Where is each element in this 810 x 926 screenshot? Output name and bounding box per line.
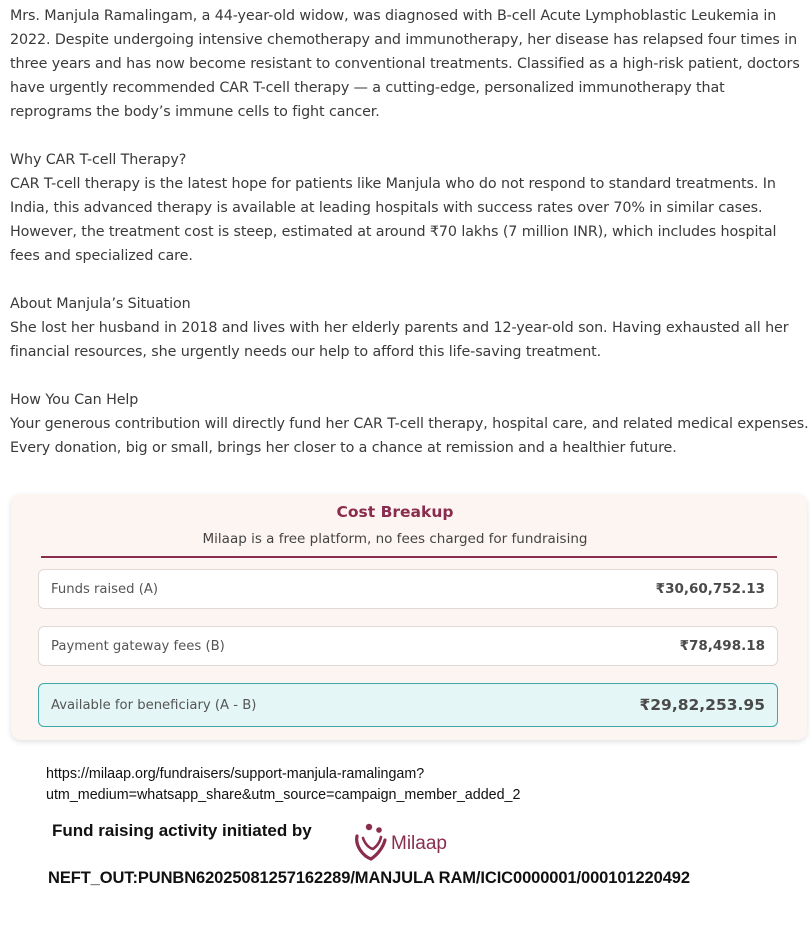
milaap-logo [353,820,463,864]
story-section-situation [10,292,810,364]
section-body: Your generous contribution will directly fund her CAR T-cell therapy, hospital care, and related medical expenses. Every donation, big or small, brings her closer to a chance at remission and a healthier future. [10,416,809,456]
row-label: Payment gateway fees (B) [51,638,225,654]
cost-breakup-card [11,494,807,740]
cost-breakup-divider [41,556,777,558]
initiated-by-text: Fund raising activity initiated by [52,821,312,840]
story-intro: Mrs. Manjula Ramalingam, a 44-year-old widow, was diagnosed with B-cell Acute Lymphoblastic Leukemia in 2022. Despite undergoing intensive chemotherapy and immunotherapy, her disease has relapsed four times in three years and has now become resistant to conventional treatments. Classified as a high-risk patient, doctors have urgently recommended CAR T-cell therapy — a cutting-edge, personalized immunotherapy that reprograms the body’s immune cells to fight cancer. [10,8,800,120]
fundraiser-link[interactable] [46,764,786,806]
neft-reference: NEFT_OUT:PUNBN62025081257162289/MANJULA RAM/ICIC0000001/000101220492 [48,869,690,887]
row-value: ₹30,60,752.13 [655,581,765,597]
row-label: Available for beneficiary (A - B) [51,697,257,713]
story-text [10,4,810,460]
row-value: ₹29,82,253.95 [639,696,765,714]
story-section-help [10,388,810,460]
milaap-logo-icon [353,822,389,862]
row-value: ₹78,498.18 [679,638,765,654]
section-body: She lost her husband in 2018 and lives with her elderly parents and 12-year-old son. Having exhausted all her financial resources, she urgently needs our help to afford this life-saving treatment. [10,320,789,360]
funds-raised-row [38,569,778,609]
cost-breakup-title: Cost Breakup [336,503,454,521]
cost-breakup-subtitle: Milaap is a free platform, no fees charged for fundraising [202,531,588,547]
section-heading: About Manjula’s Situation [10,296,191,312]
fundraiser-link-line2[interactable]: utm_medium=whatsapp_share&utm_source=campaign_member_added_2 [46,787,521,803]
fundraiser-link-line1[interactable]: https://milaap.org/fundraisers/support-manjula-ramalingam? [46,766,425,782]
row-label: Funds raised (A) [51,581,159,597]
story-section-why [10,148,810,268]
section-heading: Why CAR T-cell Therapy? [10,152,187,168]
payment-gateway-fees-row [38,626,778,666]
section-heading: How You Can Help [10,392,139,408]
section-body: CAR T-cell therapy is the latest hope for patients like Manjula who do not respond to standard treatments. In India, this advanced therapy is available at leading hospitals with success rates over 70% in similar cases. However, the treatment cost is steep, estimated at around ₹70 lakhs (7 million INR), which includes hospital fees and specialized care. [10,176,777,264]
available-for-beneficiary-row [38,683,778,727]
milaap-logo-text: Milaap [391,833,447,854]
